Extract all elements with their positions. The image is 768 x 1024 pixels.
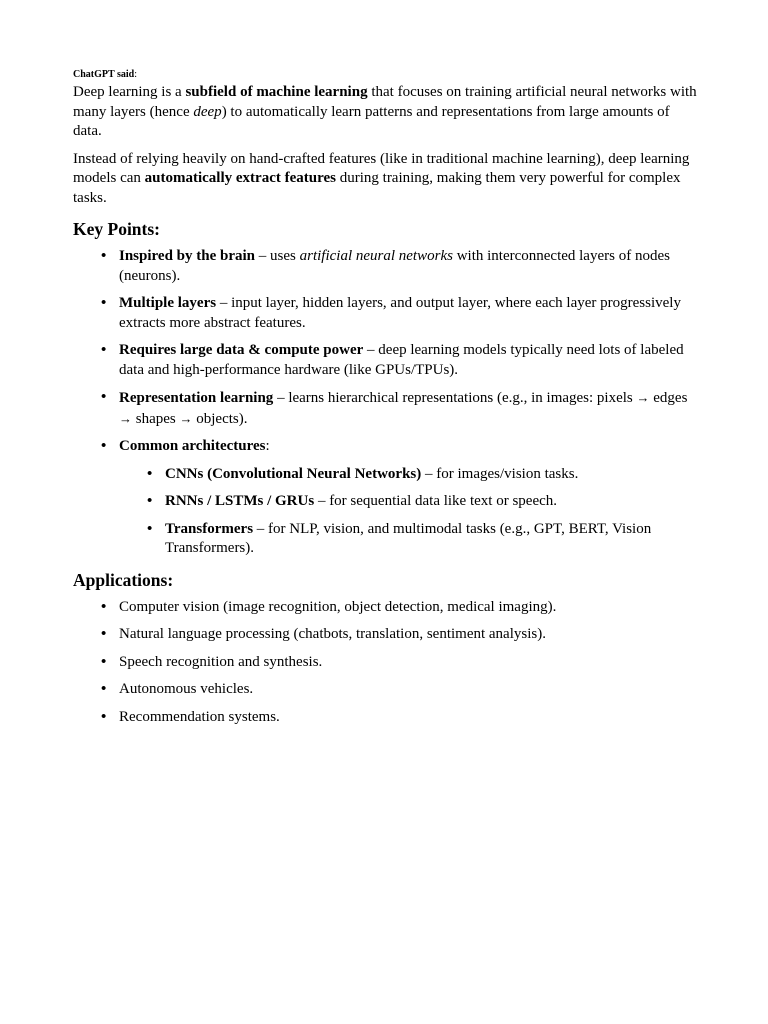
list-item-italic: artificial neural networks: [299, 248, 453, 264]
bullet-icon: •: [101, 389, 107, 405]
key-points-list: [73, 247, 698, 559]
bullet-icon: •: [101, 708, 107, 725]
list-item: [101, 341, 698, 380]
sub-list-item-title: Transformers: [165, 520, 254, 537]
list-item-text: :: [265, 438, 270, 454]
list-item: [101, 625, 698, 645]
intro-p1-italic: deep: [193, 103, 222, 120]
list-item: [101, 388, 698, 429]
bullet-icon: •: [101, 438, 107, 454]
bullet-icon: •: [101, 681, 107, 697]
list-item-text: objects).: [192, 410, 248, 427]
intro-paragraph-1: [73, 83, 698, 142]
applications-heading: Applications:: [73, 569, 174, 590]
sub-list-item: [147, 492, 698, 512]
bullet-icon: •: [101, 598, 107, 615]
bullet-icon: •: [147, 465, 153, 482]
bullet-icon: •: [101, 653, 107, 670]
intro-p1-text-e: ) to automatically learn patterns and representations from large amounts of data.: [73, 103, 670, 139]
applications-list: [73, 598, 698, 728]
list-item: [101, 437, 698, 559]
list-item-text: shapes: [132, 410, 180, 427]
intro-p2-text-a: Instead of relying heavily on hand-crafted features (like in traditional machine learning), deep learning models can: [73, 150, 690, 186]
list-item-text: Natural language processing (chatbots, translation, sentiment analysis).: [119, 626, 546, 642]
key-points-heading: Key Points:: [73, 219, 161, 239]
intro-paragraph-2: [73, 150, 698, 209]
list-item-text: Computer vision (image recognition, object detection, medical imaging).: [119, 598, 557, 615]
list-item: [101, 708, 698, 728]
list-item-text: Speech recognition and synthesis.: [119, 653, 323, 670]
list-item-text: Autonomous vehicles.: [119, 681, 254, 697]
list-item-text: – learns hierarchical representations (e.g., in images: pixels: [273, 390, 637, 406]
speaker-name: ChatGPT said: [73, 69, 135, 80]
bullet-icon: •: [101, 626, 107, 642]
list-item-text: – deep learning models typically need lots of labeled data and high-performance hardware (like GPUs/TPUs).: [119, 342, 684, 378]
bullet-icon: •: [101, 295, 107, 311]
sub-list-item-text: – for NLP, vision, and multimodal tasks (e.g., GPT, BERT, Vision Transformers).: [165, 520, 652, 556]
right-arrow-icon: →: [119, 410, 132, 426]
intro-p2-text-c: during training, making them very powerful for complex tasks.: [73, 170, 681, 206]
list-item: [101, 598, 698, 618]
list-item-text: – uses: [255, 248, 300, 264]
speaker-colon: :: [134, 69, 138, 80]
sub-list-item: [147, 465, 698, 485]
bullet-icon: •: [101, 342, 107, 358]
list-item: [101, 653, 698, 673]
speaker-label: [73, 68, 698, 82]
right-arrow-icon: →: [179, 410, 193, 426]
list-item-text: edges: [649, 390, 688, 406]
bullet-icon: •: [147, 520, 153, 537]
list-item-title: Common architectures: [119, 438, 266, 454]
sub-list-item-text: – for images/vision tasks.: [421, 465, 579, 482]
sub-list-item-title: CNNs (Convolutional Neural Networks): [165, 465, 422, 482]
list-item-text: – input layer, hidden layers, and output layer, where each layer progressively extracts more abstract features.: [119, 295, 681, 331]
list-item-title: Multiple layers: [119, 295, 217, 311]
list-item: [101, 294, 698, 333]
intro-p2-bold: automatically extract features: [144, 170, 336, 186]
list-item-title: Inspired by the brain: [119, 248, 256, 264]
architectures-sublist: [119, 465, 698, 559]
sub-list-item-text: – for sequential data like text or speech.: [314, 493, 558, 509]
sub-list-item: [147, 520, 698, 559]
list-item-title: Requires large data & compute power: [119, 342, 364, 358]
intro-p1-bold: subfield of machine learning: [185, 84, 368, 100]
right-arrow-icon: →: [636, 390, 650, 405]
list-item: [101, 680, 698, 700]
list-item: [101, 247, 698, 286]
list-item-title: Representation learning: [119, 390, 274, 406]
list-item-text: with interconnected layers of nodes (neurons).: [119, 248, 670, 284]
sub-list-item-title: RNNs / LSTMs / GRUs: [165, 493, 315, 509]
intro-p1-text-c: that focuses on training artificial neural networks with many layers (hence: [73, 84, 697, 120]
bullet-icon: •: [101, 248, 107, 264]
list-item-text: Recommendation systems.: [119, 708, 280, 725]
intro-p1-text-a: Deep learning is a: [73, 84, 186, 100]
bullet-icon: •: [147, 493, 153, 509]
